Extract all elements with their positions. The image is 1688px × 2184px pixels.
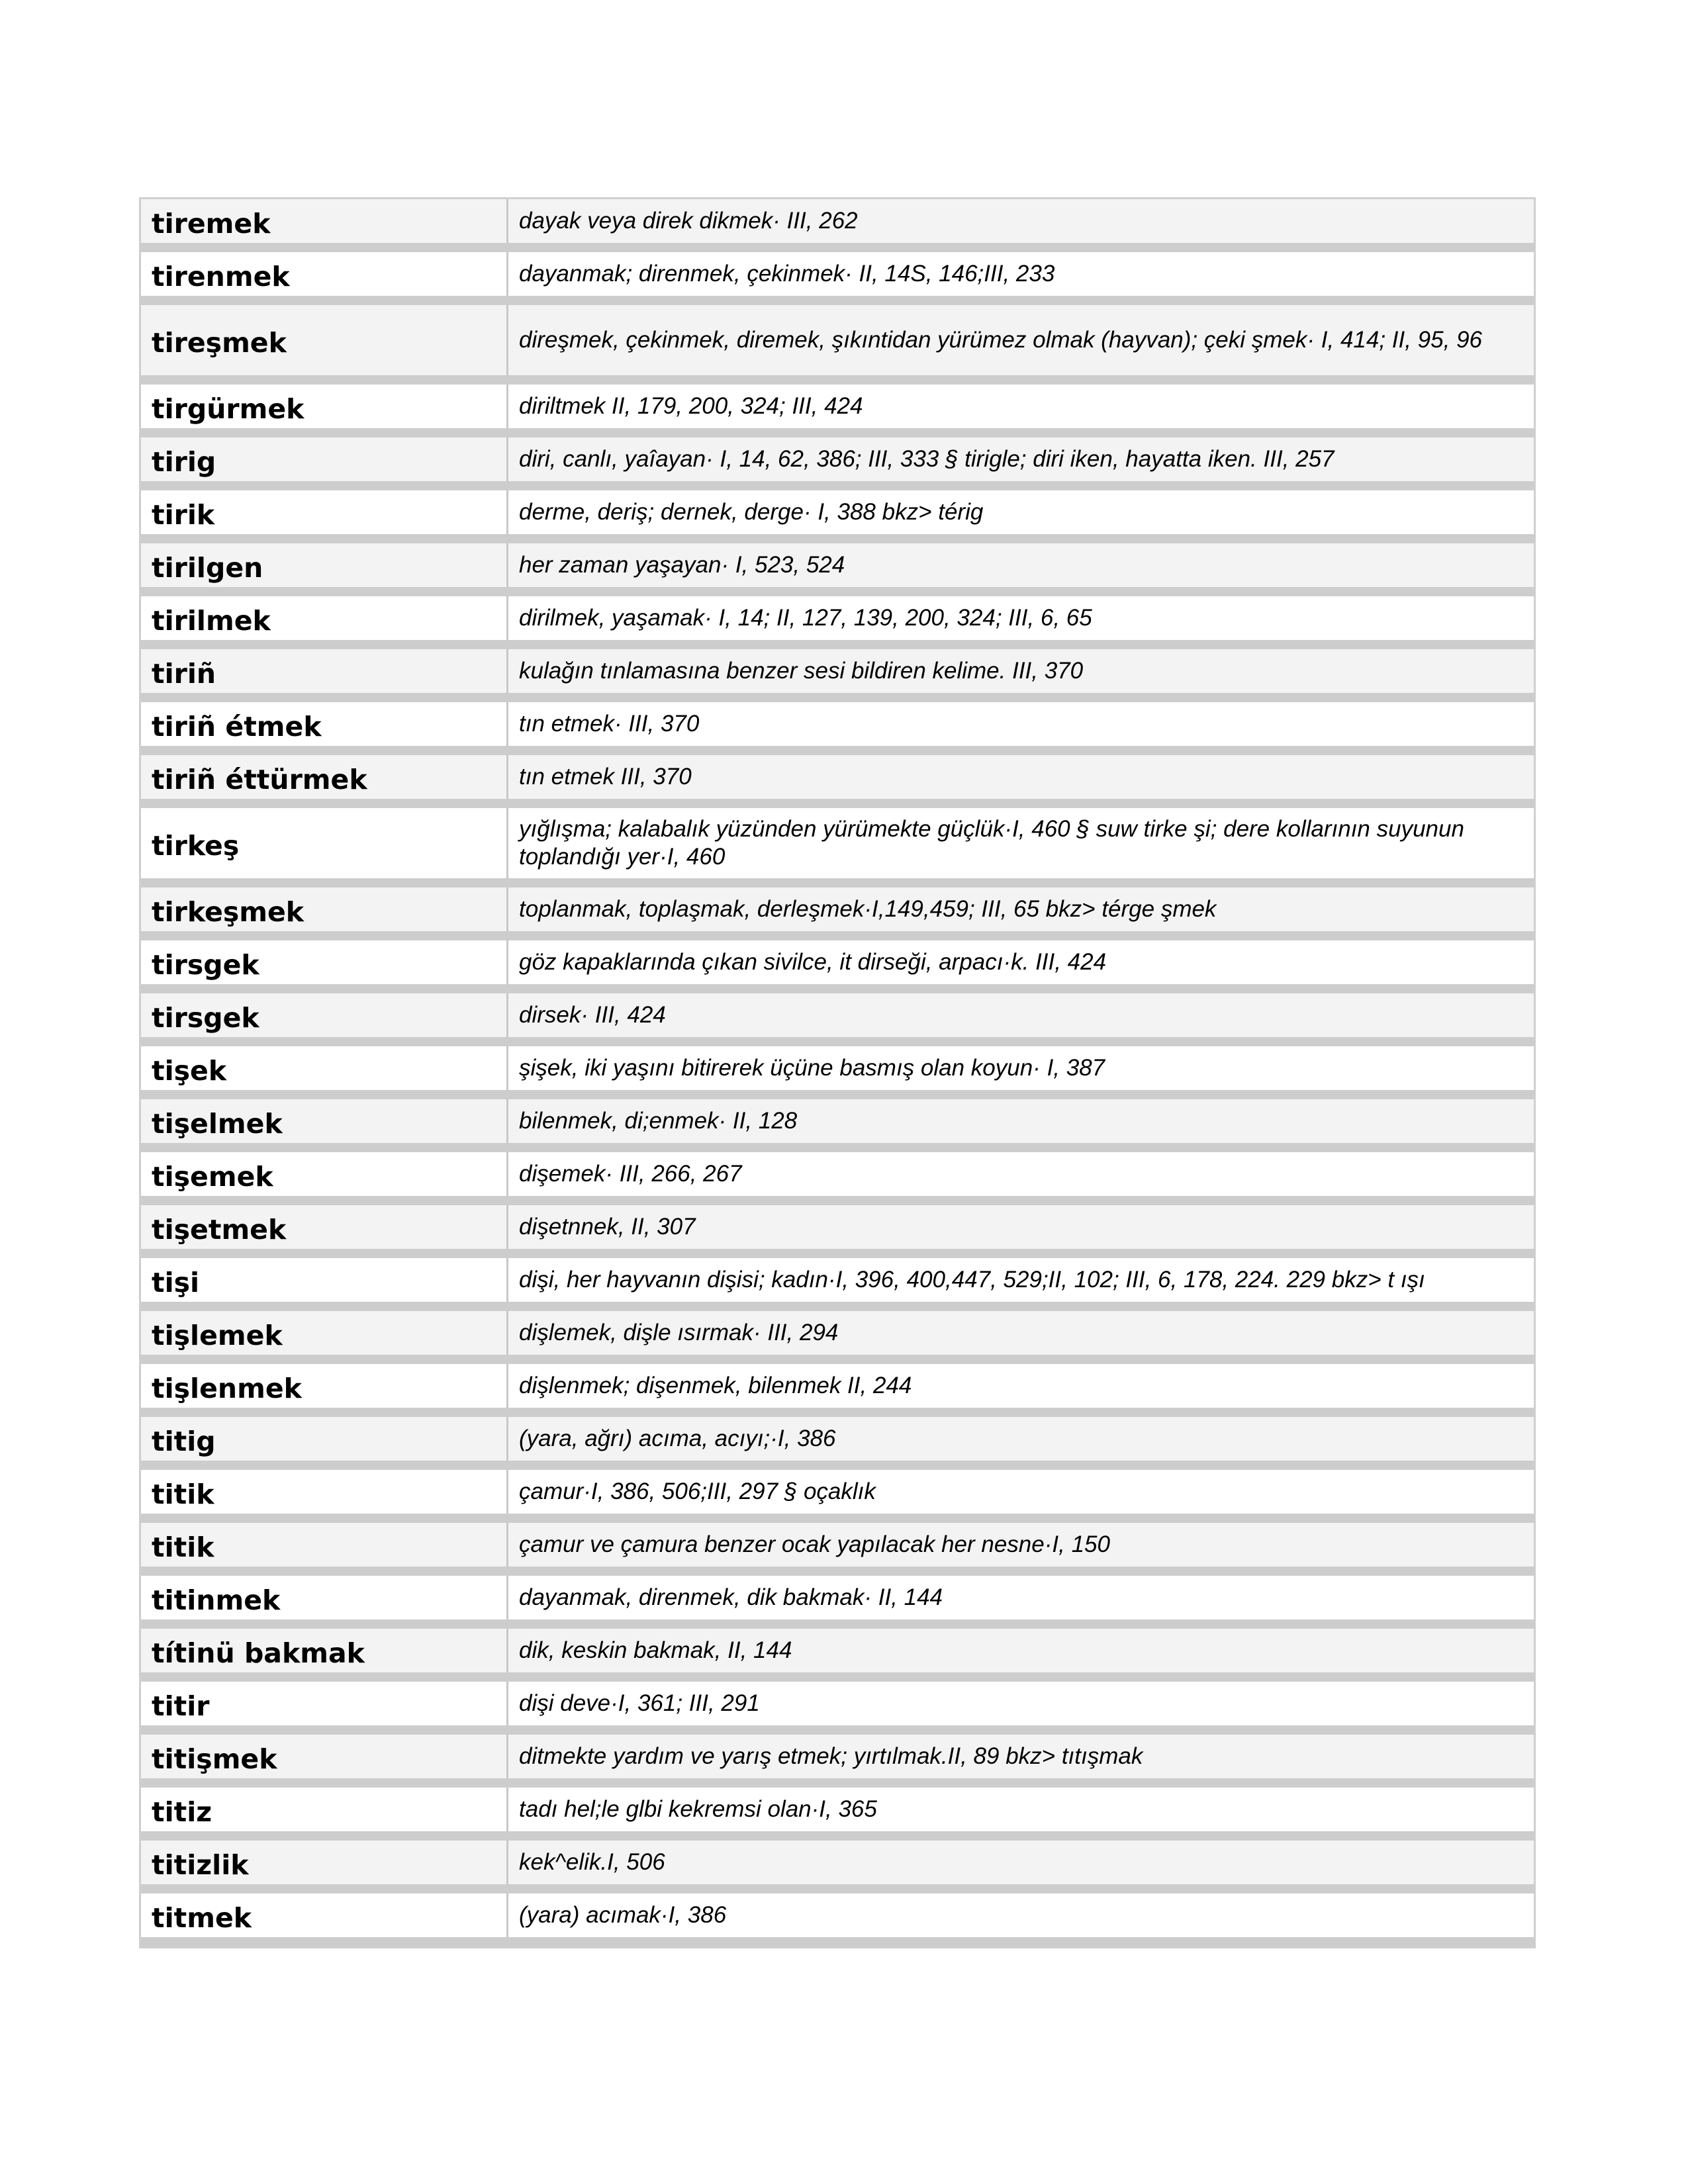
entry-term: tirig xyxy=(141,437,508,481)
entry-definition: direşmek, çekinmek, diremek, şıkıntidan yürümez olmak (hayvan); çeki şmek· I, 414; II, 95, 96 xyxy=(508,305,1534,375)
entry-definition: her zaman yaşayan· I, 523, 524 xyxy=(508,543,1534,587)
entry-term: titizlik xyxy=(141,1841,508,1884)
entry-term: tişek xyxy=(141,1046,508,1090)
entry-definition: toplanmak, toplaşmak, derleşmek·I,149,459; III, 65 bkz> térge şmek xyxy=(508,887,1534,931)
table-row xyxy=(141,1629,1534,1682)
entry-definition: bilenmek, di;enmek· II, 128 xyxy=(508,1099,1534,1143)
entry-term: tireşmek xyxy=(141,305,508,375)
entry-term: tirsgek xyxy=(141,940,508,984)
table-row xyxy=(141,940,1534,993)
table-row xyxy=(141,993,1534,1046)
entry-definition: dayanmak, direnmek, dik bakmak· II, 144 xyxy=(508,1576,1534,1619)
entry-definition: kek^elik.I, 506 xyxy=(508,1841,1534,1884)
entry-definition: dişi deve·I, 361; III, 291 xyxy=(508,1682,1534,1725)
table-row xyxy=(141,543,1534,596)
entry-definition: çamur·I, 386, 506;III, 297 § oçaklık xyxy=(508,1470,1534,1514)
entry-definition: dayanmak; direnmek, çekinmek· II, 14S, 146;III, 233 xyxy=(508,252,1534,296)
entry-definition: diriltmek II, 179, 200, 324; III, 424 xyxy=(508,385,1534,428)
entry-term: tişi xyxy=(141,1258,508,1302)
table-row xyxy=(141,887,1534,940)
entry-definition: dişetnnek, II, 307 xyxy=(508,1205,1534,1249)
table-row xyxy=(141,199,1534,252)
table-row xyxy=(141,1258,1534,1311)
table-row xyxy=(141,385,1534,437)
entry-term: tirkeşmek xyxy=(141,887,508,931)
entry-term: tişetmek xyxy=(141,1205,508,1249)
table-row xyxy=(141,490,1534,543)
table-row xyxy=(141,252,1534,305)
entry-term: tirik xyxy=(141,490,508,534)
entry-definition: tın etmek III, 370 xyxy=(508,755,1534,799)
entry-definition: dişi, her hayvanın dişisi; kadın·I, 396, 400,447, 529;II, 102; III, 6, 178, 224. 229 bkz> t ışı xyxy=(508,1258,1534,1302)
table-row xyxy=(141,649,1534,702)
table-row xyxy=(141,1735,1534,1788)
table-row xyxy=(141,1470,1534,1523)
entry-definition: derme, deriş; dernek, derge· I, 388 bkz> térig xyxy=(508,490,1534,534)
entry-term: tirsgek xyxy=(141,993,508,1037)
entry-definition: göz kapaklarında çıkan sivilce, it dirseği, arpacı·k. III, 424 xyxy=(508,940,1534,984)
entry-definition: diri, canlı, yaîayan· I, 14, 62, 386; III, 333 § tirigle; diri iken, hayatta iken. III, 257 xyxy=(508,437,1534,481)
table-row xyxy=(141,1523,1534,1576)
table-row xyxy=(141,1099,1534,1152)
table-row xyxy=(141,1841,1534,1893)
table-row xyxy=(141,1311,1534,1364)
entry-term: titinmek xyxy=(141,1576,508,1619)
dictionary-table xyxy=(139,197,1536,1948)
entry-term: tiriñ étmek xyxy=(141,702,508,746)
table-row xyxy=(141,808,1534,887)
entry-definition: dayak veya direk dikmek· III, 262 xyxy=(508,199,1534,243)
entry-definition: dirsek· III, 424 xyxy=(508,993,1534,1037)
entry-definition: yığlışma; kalabalık yüzünden yürümekte güçlük·I, 460 § suw tirke şi; dere kollarının suyunun toplandığı yer·I, 460 xyxy=(508,808,1534,878)
entry-term: titik xyxy=(141,1470,508,1514)
entry-term: tirkeş xyxy=(141,808,508,878)
table-row xyxy=(141,1893,1534,1946)
table-row xyxy=(141,1788,1534,1841)
entry-term: tirilmek xyxy=(141,596,508,640)
entry-term: tiriñ xyxy=(141,649,508,693)
entry-term: tişlemek xyxy=(141,1311,508,1355)
entry-term: tirgürmek xyxy=(141,385,508,428)
entry-term: tişemek xyxy=(141,1152,508,1196)
entry-term: tiriñ éttürmek xyxy=(141,755,508,799)
entry-definition: şişek, iki yaşını bitirerek üçüne basmış olan koyun· I, 387 xyxy=(508,1046,1534,1090)
entry-definition: dirilmek, yaşamak· I, 14; II, 127, 139, 200, 324; III, 6, 65 xyxy=(508,596,1534,640)
entry-term: tişelmek xyxy=(141,1099,508,1143)
entry-term: tirenmek xyxy=(141,252,508,296)
entry-term: titmek xyxy=(141,1893,508,1937)
entry-definition: dişlemek, dişle ısırmak· III, 294 xyxy=(508,1311,1534,1355)
entry-definition: (yara, ağrı) acıma, acıyı;·I, 386 xyxy=(508,1417,1534,1461)
table-row xyxy=(141,596,1534,649)
entry-term: titiz xyxy=(141,1788,508,1831)
entry-term: tişlenmek xyxy=(141,1364,508,1408)
table-row xyxy=(141,1046,1534,1099)
entry-term: titig xyxy=(141,1417,508,1461)
entry-term: titik xyxy=(141,1523,508,1567)
table-row xyxy=(141,1364,1534,1417)
entry-term: titişmek xyxy=(141,1735,508,1778)
entry-term: títinü bakmak xyxy=(141,1629,508,1672)
table-row xyxy=(141,1417,1534,1470)
entry-definition: dişemek· III, 266, 267 xyxy=(508,1152,1534,1196)
entry-definition: çamur ve çamura benzer ocak yapılacak her nesne·I, 150 xyxy=(508,1523,1534,1567)
entry-definition: kulağın tınlamasına benzer sesi bildiren kelime. III, 370 xyxy=(508,649,1534,693)
entry-definition: (yara) acımak·I, 386 xyxy=(508,1893,1534,1937)
table-row xyxy=(141,1576,1534,1629)
entry-term: titir xyxy=(141,1682,508,1725)
entry-definition: tadı hel;le glbi kekremsi olan·I, 365 xyxy=(508,1788,1534,1831)
entry-definition: dişlenmek; dişenmek, bilenmek II, 244 xyxy=(508,1364,1534,1408)
table-row xyxy=(141,702,1534,755)
table-row xyxy=(141,437,1534,490)
table-row xyxy=(141,1682,1534,1735)
entry-term: tiremek xyxy=(141,199,508,243)
entry-definition: ditmekte yardım ve yarış etmek; yırtılmak.II, 89 bkz> tıtışmak xyxy=(508,1735,1534,1778)
table-row xyxy=(141,1205,1534,1258)
entry-term: tirilgen xyxy=(141,543,508,587)
table-row xyxy=(141,755,1534,808)
table-row xyxy=(141,1152,1534,1205)
entry-definition: tın etmek· III, 370 xyxy=(508,702,1534,746)
table-row xyxy=(141,305,1534,385)
entry-definition: dik, keskin bakmak, II, 144 xyxy=(508,1629,1534,1672)
